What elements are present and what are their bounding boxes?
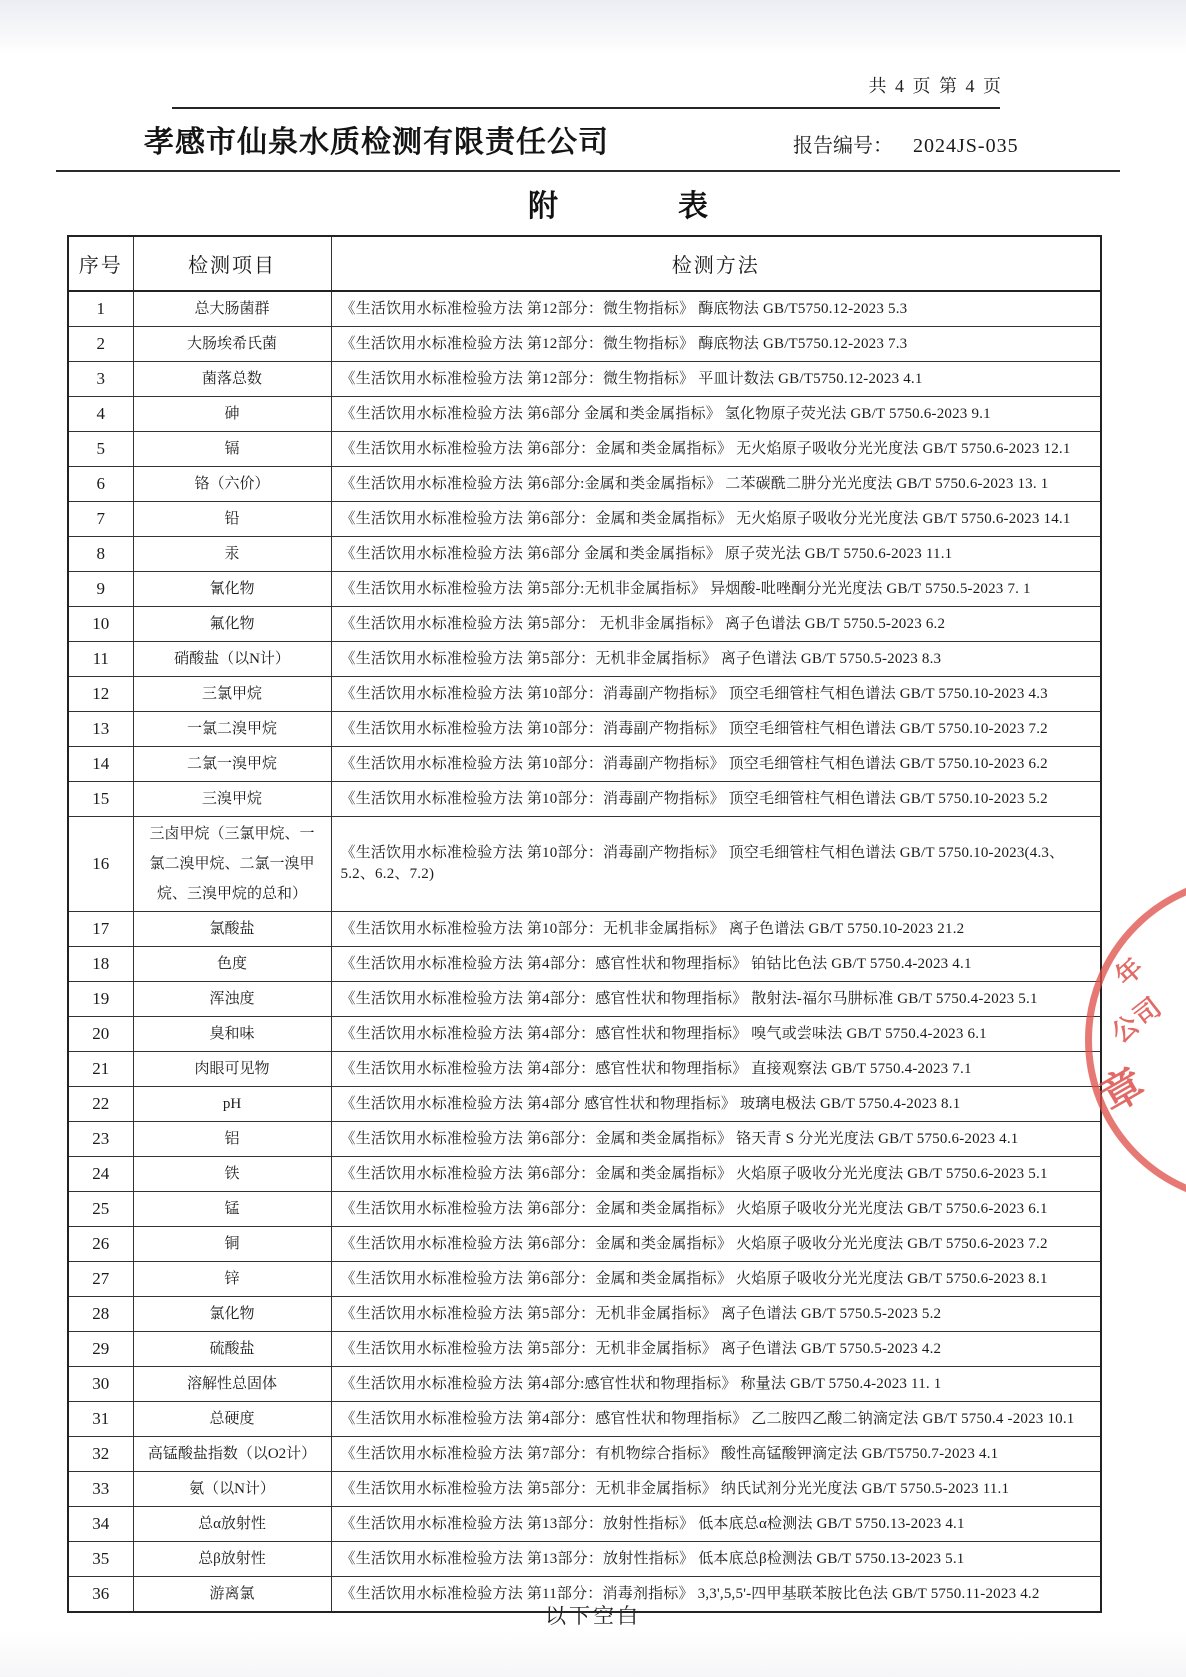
row-number-cell: 23: [68, 1122, 133, 1157]
method-cell: 《生活饮用水标准检验方法 第5部分：无机非金属指标》 纳氏试剂分光光度法 GB/T 5750.5-2023 11.1: [331, 1472, 1101, 1507]
method-cell: 《生活饮用水标准检验方法 第10部分：消毒副产物指标》 顶空毛细管柱气相色谱法 GB/T 5750.10-2023 7.2: [331, 712, 1101, 747]
table-row: [68, 947, 1101, 982]
table-row: [68, 817, 1101, 912]
method-cell: 《生活饮用水标准检验方法 第11部分：消毒剂指标》 3,3',5,5'-四甲基联苯胺比色法 GB/T 5750.11-2023 4.2: [331, 1577, 1101, 1613]
method-cell: 《生活饮用水标准检验方法 第13部分：放射性指标》 低本底总β检测法 GB/T 5750.13-2023 5.1: [331, 1542, 1101, 1577]
item-cell: 氰化物: [133, 572, 331, 607]
row-number-cell: 14: [68, 747, 133, 782]
row-number-cell: 32: [68, 1437, 133, 1472]
table-row: [68, 572, 1101, 607]
red-seal-character: 年: [1109, 952, 1149, 992]
method-cell: 《生活饮用水标准检验方法 第5部分：无机非金属指标》 离子色谱法 GB/T 5750.5-2023 8.3: [331, 642, 1101, 677]
item-cell: 氯化物: [133, 1297, 331, 1332]
method-cell: 《生活饮用水标准检验方法 第6部分 金属和类金属指标》 氢化物原子荧光法 GB/T 5750.6-2023 9.1: [331, 397, 1101, 432]
table-row: [68, 642, 1101, 677]
row-number-cell: 29: [68, 1332, 133, 1367]
row-number-cell: 6: [68, 467, 133, 502]
item-cell: 三卤甲烷（三氯甲烷、一氯二溴甲烷、二氯一溴甲烷、三溴甲烷的总和）: [133, 817, 331, 912]
method-cell: 《生活饮用水标准检验方法 第5部分：无机非金属指标》 离子色谱法 GB/T 5750.5-2023 4.2: [331, 1332, 1101, 1367]
table-row: [68, 1472, 1101, 1507]
table-row: [68, 1227, 1101, 1262]
table-row: [68, 1052, 1101, 1087]
row-number-cell: 31: [68, 1402, 133, 1437]
page-title: 附 表: [528, 190, 708, 223]
table-row: [68, 677, 1101, 712]
item-cell: 氯酸盐: [133, 912, 331, 947]
method-cell: 《生活饮用水标准检验方法 第5部分： 无机非金属指标》 离子色谱法 GB/T 5750.5-2023 6.2: [331, 607, 1101, 642]
item-cell: 砷: [133, 397, 331, 432]
header-rule-bottom: [56, 170, 1120, 172]
method-cell: 《生活饮用水标准检验方法 第4部分：感官性状和物理指标》 铂钴比色法 GB/T 5750.4-2023 4.1: [331, 947, 1101, 982]
item-cell: 氟化物: [133, 607, 331, 642]
method-cell: 《生活饮用水标准检验方法 第4部分 感官性状和物理指标》 玻璃电极法 GB/T 5750.4-2023 8.1: [331, 1087, 1101, 1122]
table-row: [68, 1192, 1101, 1227]
table-header-row: [68, 236, 1101, 291]
item-cell: 硫酸盐: [133, 1332, 331, 1367]
method-cell: 《生活饮用水标准检验方法 第5部分:无机非金属指标》 异烟酸-吡唑酮分光光度法 GB/T 5750.5-2023 7. 1: [331, 572, 1101, 607]
item-cell: 总大肠菌群: [133, 291, 331, 327]
method-cell: 《生活饮用水标准检验方法 第5部分：无机非金属指标》 离子色谱法 GB/T 5750.5-2023 5.2: [331, 1297, 1101, 1332]
row-number-cell: 33: [68, 1472, 133, 1507]
item-cell: 铝: [133, 1122, 331, 1157]
table-row: [68, 502, 1101, 537]
item-cell: 铅: [133, 502, 331, 537]
method-cell: 《生活饮用水标准检验方法 第6部分：金属和类金属指标》 无火焰原子吸收分光光度法 GB/T 5750.6-2023 14.1: [331, 502, 1101, 537]
method-cell: 《生活饮用水标准检验方法 第6部分 金属和类金属指标》 原子荧光法 GB/T 5750.6-2023 11.1: [331, 537, 1101, 572]
method-cell: 《生活饮用水标准检验方法 第6部分：金属和类金属指标》 火焰原子吸收分光光度法 GB/T 5750.6-2023 5.1: [331, 1157, 1101, 1192]
page-number-label: 共 4 页 第 4 页: [868, 76, 1003, 96]
row-number-cell: 9: [68, 572, 133, 607]
table-row: [68, 607, 1101, 642]
item-cell: 三氯甲烷: [133, 677, 331, 712]
row-number-cell: 21: [68, 1052, 133, 1087]
method-cell: 《生活饮用水标准检验方法 第6部分：金属和类金属指标》 火焰原子吸收分光光度法 GB/T 5750.6-2023 7.2: [331, 1227, 1101, 1262]
item-cell: 总α放射性: [133, 1507, 331, 1542]
row-number-cell: 8: [68, 537, 133, 572]
report-number-label: 报告编号：: [793, 135, 893, 157]
row-number-cell: 34: [68, 1507, 133, 1542]
method-cell: 《生活饮用水标准检验方法 第10部分：消毒副产物指标》 顶空毛细管柱气相色谱法 GB/T 5750.10-2023 6.2: [331, 747, 1101, 782]
table-row: [68, 467, 1101, 502]
method-cell: 《生活饮用水标准检验方法 第6部分：金属和类金属指标》 火焰原子吸收分光光度法 GB/T 5750.6-2023 6.1: [331, 1192, 1101, 1227]
row-number-cell: 30: [68, 1367, 133, 1402]
row-number-cell: 36: [68, 1577, 133, 1613]
table-row: [68, 982, 1101, 1017]
report-number-value: 2024JS-035: [913, 135, 1019, 157]
row-number-cell: 10: [68, 607, 133, 642]
table-row: [68, 1157, 1101, 1192]
table-row: [68, 1087, 1101, 1122]
item-cell: 溶解性总固体: [133, 1367, 331, 1402]
table-row: [68, 1437, 1101, 1472]
item-cell: 铁: [133, 1157, 331, 1192]
table-row: [68, 397, 1101, 432]
row-number-cell: 35: [68, 1542, 133, 1577]
item-cell: 氨（以N计）: [133, 1472, 331, 1507]
table-row: [68, 1122, 1101, 1157]
header-rule-top: [172, 107, 1000, 109]
method-cell: 《生活饮用水标准检验方法 第12部分：微生物指标》 平皿计数法 GB/T5750.12-2023 4.1: [331, 362, 1101, 397]
method-cell: 《生活饮用水标准检验方法 第6部分：金属和类金属指标》 无火焰原子吸收分光光度法 GB/T 5750.6-2023 12.1: [331, 432, 1101, 467]
row-number-cell: 27: [68, 1262, 133, 1297]
row-number-cell: 7: [68, 502, 133, 537]
method-cell: 《生活饮用水标准检验方法 第10部分：消毒副产物指标》 顶空毛细管柱气相色谱法 GB/T 5750.10-2023 4.3: [331, 677, 1101, 712]
item-cell: 铜: [133, 1227, 331, 1262]
method-cell: 《生活饮用水标准检验方法 第10部分：消毒副产物指标》 顶空毛细管柱气相色谱法 GB/T 5750.10-2023 5.2: [331, 782, 1101, 817]
col-header-method: 检测方法: [331, 236, 1101, 291]
table-row: [68, 291, 1101, 327]
row-number-cell: 15: [68, 782, 133, 817]
row-number-cell: 13: [68, 712, 133, 747]
row-number-cell: 26: [68, 1227, 133, 1262]
row-number-cell: 12: [68, 677, 133, 712]
item-cell: 肉眼可见物: [133, 1052, 331, 1087]
item-cell: 铬（六价）: [133, 467, 331, 502]
item-cell: 色度: [133, 947, 331, 982]
red-seal-character: 章: [1093, 1061, 1153, 1122]
row-number-cell: 1: [68, 291, 133, 327]
blank-below-note: 以下空白: [545, 1604, 641, 1628]
table-row: [68, 537, 1101, 572]
item-cell: 菌落总数: [133, 362, 331, 397]
table-row: [68, 1367, 1101, 1402]
row-number-cell: 19: [68, 982, 133, 1017]
item-cell: 总β放射性: [133, 1542, 331, 1577]
item-cell: 高锰酸盐指数（以O2计）: [133, 1437, 331, 1472]
item-cell: 一氯二溴甲烷: [133, 712, 331, 747]
method-cell: 《生活饮用水标准检验方法 第6部分:金属和类金属指标》 二苯碳酰二肼分光光度法 GB/T 5750.6-2023 13. 1: [331, 467, 1101, 502]
row-number-cell: 25: [68, 1192, 133, 1227]
method-cell: 《生活饮用水标准检验方法 第12部分：微生物指标》 酶底物法 GB/T5750.12-2023 5.3: [331, 291, 1101, 327]
table-row: [68, 432, 1101, 467]
row-number-cell: 3: [68, 362, 133, 397]
table-row: [68, 1332, 1101, 1367]
row-number-cell: 4: [68, 397, 133, 432]
item-cell: 汞: [133, 537, 331, 572]
item-cell: 浑浊度: [133, 982, 331, 1017]
table-row: [68, 327, 1101, 362]
table-row: [68, 1402, 1101, 1437]
table-row: [68, 912, 1101, 947]
method-cell: 《生活饮用水标准检验方法 第4部分：感官性状和物理指标》 乙二胺四乙酸二钠滴定法 GB/T 5750.4 -2023 10.1: [331, 1402, 1101, 1437]
col-header-no: 序号: [68, 236, 133, 291]
item-cell: pH: [133, 1087, 331, 1122]
method-cell: 《生活饮用水标准检验方法 第10部分：消毒副产物指标》 顶空毛细管柱气相色谱法 GB/T 5750.10-2023(4.3、5.2、6.2、7.2): [331, 817, 1101, 912]
row-number-cell: 24: [68, 1157, 133, 1192]
item-cell: 游离氯: [133, 1577, 331, 1613]
row-number-cell: 17: [68, 912, 133, 947]
company-name: 孝感市仙泉水质检测有限责任公司: [144, 126, 609, 159]
method-cell: 《生活饮用水标准检验方法 第12部分：微生物指标》 酶底物法 GB/T5750.12-2023 7.3: [331, 327, 1101, 362]
item-cell: 三溴甲烷: [133, 782, 331, 817]
table-row: [68, 362, 1101, 397]
row-number-cell: 18: [68, 947, 133, 982]
item-cell: 二氯一溴甲烷: [133, 747, 331, 782]
methods-table: [67, 235, 1102, 1613]
row-number-cell: 16: [68, 817, 133, 912]
table-row: [68, 782, 1101, 817]
method-cell: 《生活饮用水标准检验方法 第4部分:感官性状和物理指标》 称量法 GB/T 5750.4-2023 11. 1: [331, 1367, 1101, 1402]
table-row: [68, 1297, 1101, 1332]
row-number-cell: 2: [68, 327, 133, 362]
table-row: [68, 712, 1101, 747]
row-number-cell: 28: [68, 1297, 133, 1332]
methods-table-body: [68, 291, 1101, 1612]
method-cell: 《生活饮用水标准检验方法 第4部分：感官性状和物理指标》 嗅气或尝味法 GB/T 5750.4-2023 6.1: [331, 1017, 1101, 1052]
item-cell: 硝酸盐（以N计）: [133, 642, 331, 677]
table-row: [68, 1017, 1101, 1052]
item-cell: 大肠埃希氏菌: [133, 327, 331, 362]
method-cell: 《生活饮用水标准检验方法 第7部分：有机物综合指标》 酸性高锰酸钾滴定法 GB/T5750.7-2023 4.1: [331, 1437, 1101, 1472]
col-header-item: 检测项目: [133, 236, 331, 291]
table-row: [68, 1262, 1101, 1297]
item-cell: 镉: [133, 432, 331, 467]
item-cell: 锌: [133, 1262, 331, 1297]
report-number: [793, 129, 1019, 158]
row-number-cell: 22: [68, 1087, 133, 1122]
table-row: [68, 747, 1101, 782]
table-row: [68, 1507, 1101, 1542]
method-cell: 《生活饮用水标准检验方法 第6部分：金属和类金属指标》 火焰原子吸收分光光度法 GB/T 5750.6-2023 8.1: [331, 1262, 1101, 1297]
item-cell: 总硬度: [133, 1402, 331, 1437]
method-cell: 《生活饮用水标准检验方法 第4部分：感官性状和物理指标》 散射法-福尔马肼标准 GB/T 5750.4-2023 5.1: [331, 982, 1101, 1017]
item-cell: 臭和味: [133, 1017, 331, 1052]
method-cell: 《生活饮用水标准检验方法 第10部分：无机非金属指标》 离子色谱法 GB/T 5750.10-2023 21.2: [331, 912, 1101, 947]
row-number-cell: 20: [68, 1017, 133, 1052]
row-number-cell: 5: [68, 432, 133, 467]
red-seal-character: 公司: [1106, 991, 1169, 1049]
method-cell: 《生活饮用水标准检验方法 第6部分：金属和类金属指标》 铬天青 S 分光光度法 GB/T 5750.6-2023 4.1: [331, 1122, 1101, 1157]
row-number-cell: 11: [68, 642, 133, 677]
table-row: [68, 1542, 1101, 1577]
method-cell: 《生活饮用水标准检验方法 第4部分：感官性状和物理指标》 直接观察法 GB/T 5750.4-2023 7.1: [331, 1052, 1101, 1087]
item-cell: 锰: [133, 1192, 331, 1227]
method-cell: 《生活饮用水标准检验方法 第13部分：放射性指标》 低本底总α检测法 GB/T 5750.13-2023 4.1: [331, 1507, 1101, 1542]
